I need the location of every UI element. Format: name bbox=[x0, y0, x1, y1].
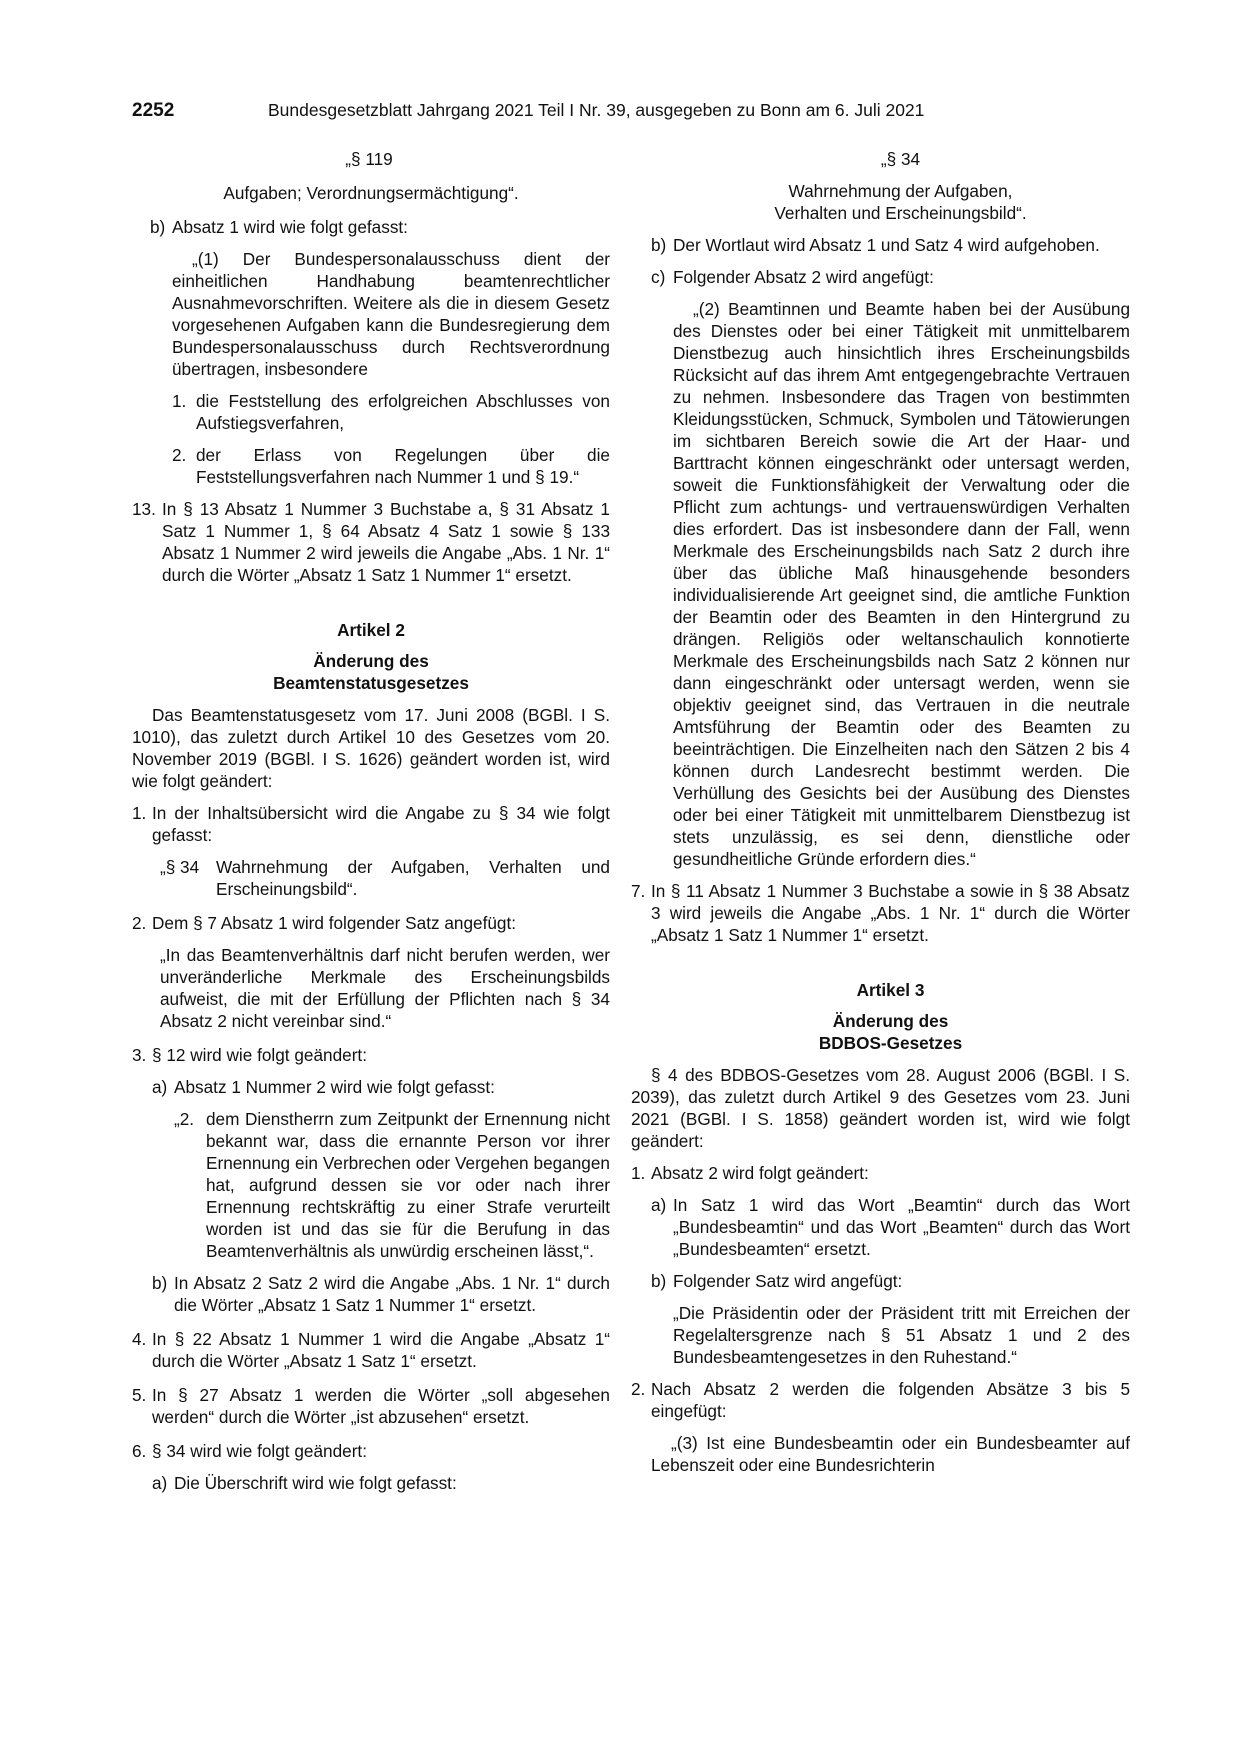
item-label: 1. bbox=[132, 803, 147, 823]
item-text: In § 22 Absatz 1 Nummer 1 wird die Angabe „Absatz 1“ durch die Wörter „Absatz 1 Satz 1“ ersetzt. bbox=[152, 1329, 610, 1371]
article-3-subtitle-line1: Änderung des bbox=[832, 1011, 949, 1031]
article-2-subtitle-line2: Beamtenstatusgesetzes bbox=[273, 673, 469, 693]
article-3-title: Artikel 3 bbox=[856, 980, 925, 1000]
item-label: 1. bbox=[631, 1163, 646, 1183]
item-text: In Satz 1 wird das Wort „Beamtin“ durch das Wort „Bundesbeamtin“ und das Wort „Beamten“ durch das Wort „Bundesbeamten“ ersetzt. bbox=[673, 1195, 1130, 1259]
section-34-number: „§ 34 bbox=[880, 149, 921, 169]
item-label: 5. bbox=[132, 1385, 147, 1405]
quote-absatz-1: „(1) Der Bundespersonalausschuss dient der einheitlichen Handhabung beamtenrechtlicher Ausnahmevorschriften. Weitere als die in diesem Gesetz vorgesehenen Aufgaben kann die Bundesregierung dem Bundespersonalausschuss durch Rechtsverordnung übertragen, insbesondere bbox=[172, 249, 610, 379]
item-text: Folgender Satz wird angefügt: bbox=[673, 1271, 903, 1291]
item-text: In § 27 Absatz 1 werden die Wörter „soll abgesehen werden“ durch die Wörter „ist abzusehen“ ersetzt. bbox=[152, 1385, 610, 1427]
quote-sec-7: „In das Beamtenverhältnis darf nicht berufen werden, wer unveränderliche Merkmale des Erscheinungsbilds aufweist, die mit der Erfüllung der Pflichten nach § 34 Absatz 2 nicht vereinbar sind.“ bbox=[160, 945, 610, 1031]
item-text: In der Inhaltsübersicht wird die Angabe zu § 34 wie folgt gefasst: bbox=[152, 803, 610, 845]
item-text: Absatz 1 wird wie folgt gefasst: bbox=[172, 217, 408, 237]
list-item-13 bbox=[132, 498, 610, 586]
item-label: „§ 34 bbox=[160, 857, 200, 877]
quote-praesident: „Die Präsidentin oder der Präsident tritt mit Erreichen der Regelaltersgrenze nach § 51 Absatz 1 und 2 des Bundesbeamtengesetzes in den Ruhestand.“ bbox=[673, 1303, 1130, 1367]
item-label: 7. bbox=[631, 881, 646, 901]
item-text: § 12 wird wie folgt geändert: bbox=[152, 1045, 367, 1065]
list-item-6a bbox=[152, 1472, 610, 1494]
item-text: In Absatz 2 Satz 2 wird die Angabe „Abs. 1 Nr. 1“ durch die Wörter „Absatz 1 Satz 1 Nummer 1“ ersetzt. bbox=[174, 1273, 610, 1315]
item-label: a) bbox=[152, 1077, 168, 1097]
page-number: 2252 bbox=[132, 100, 175, 121]
item-label: 2. bbox=[172, 445, 187, 465]
list-item-3a bbox=[152, 1076, 610, 1098]
list-item-1 bbox=[631, 1162, 1130, 1184]
item-label: 2. bbox=[631, 1379, 646, 1399]
item-label: a) bbox=[152, 1473, 168, 1493]
page-header bbox=[132, 98, 1032, 122]
section-119-number: „§ 119 bbox=[345, 149, 393, 169]
quote-nr-2 bbox=[174, 1108, 610, 1262]
item-text: § 34 wird wie folgt geändert: bbox=[152, 1441, 367, 1461]
item-label: 1. bbox=[172, 391, 187, 411]
list-item-3b bbox=[152, 1272, 610, 1316]
item-label: a) bbox=[651, 1195, 667, 1215]
item-text: der Erlass von Regelungen über die Feststellungsverfahren nach Nummer 1 und § 19.“ bbox=[196, 445, 610, 487]
article-2-subtitle-line1: Änderung des bbox=[313, 651, 429, 671]
quote-item-1 bbox=[172, 390, 610, 434]
list-item-6 bbox=[132, 1440, 610, 1462]
item-text: Nach Absatz 2 werden die folgenden Absätze 3 bis 5 eingefügt: bbox=[651, 1379, 1130, 1421]
item-label: „2. bbox=[174, 1109, 195, 1129]
item-label: 4. bbox=[132, 1329, 147, 1349]
section-119-title: Aufgaben; Verordnungsermächtigung“. bbox=[223, 183, 519, 203]
list-item-b bbox=[150, 216, 610, 238]
item-text: Der Wortlaut wird Absatz 1 und Satz 4 wird aufgehoben. bbox=[673, 235, 1100, 255]
list-item-4 bbox=[132, 1328, 610, 1372]
item-text: Wahrnehmung der Aufgaben, Verhalten und Erscheinungsbild“. bbox=[216, 857, 610, 899]
item-label: b) bbox=[651, 235, 667, 255]
quote-absatz-2: „(2) Beamtinnen und Beamte haben bei der Ausübung des Dienstes oder bei einer Tätigkeit mit unmittelbarem Dienstbezug auch hinsichtlich ihres Erscheinungsbilds Rücksicht auf das ihrem Amt entgegengebrachte Vertrauen zu nehmen. Insbesondere das Tragen von bestimmten Kleidungsstücken, Schmuck, Symbolen und Tätowierungen im sichtbaren Bereich sowie die Art der Haar- und Barttracht können eingeschränkt oder untersagt werden, soweit die Funktionsfähigkeit der Verwaltung oder die Pflicht zum achtungs- und vertrauenswürdigen Verhalten dies erfordert. Das ist insbesondere dann der Fall, wenn Merkmale des Erscheinungsbilds nach Satz 2 durch ihre über das übliche Maß hinausgehende besonders individualisierende Art geeignet sind, die amtliche Funktion der Beamtin oder des Beamten in den Hintergrund zu drängen. Religiös oder weltanschaulich konnotierte Merkmale des Erscheinungsbilds nach Satz 2 können nur dann eingeschränkt oder untersagt werden, wenn sie objektiv geeignet sind, das Vertrauen in die neutrale Amtsführung der Beamtin oder des Beamten zu beeinträchtigen. Die Einzelheiten nach den Sätzen 2 bis 4 können durch Landesrecht bestimmt werden. Die Verhüllung des Gesichts bei der Ausübung des Dienstes oder bei einer Tätigkeit mit unmittelbarem Dienstbezug ist stets unzulässig, es sei denn, dienstliche oder gesundheitliche Gründe erfordern dies.“ bbox=[673, 299, 1130, 869]
item-label: 3. bbox=[132, 1045, 147, 1065]
list-item-3 bbox=[132, 1044, 610, 1066]
item-text: die Feststellung des erfolgreichen Abschlusses von Aufstiegsverfahren, bbox=[196, 391, 610, 433]
article-2-intro: Das Beamtenstatusgesetz vom 17. Juni 2008 (BGBl. I S. 1010), das zuletzt durch Artikel 10 des Gesetzes vom 20. November 2019 (BGBl. I S. 1626) geändert worden ist, wird wie folgt geändert: bbox=[132, 705, 610, 791]
section-34-title-line2: Verhalten und Erscheinungsbild“. bbox=[774, 203, 1027, 223]
article-2-title: Artikel 2 bbox=[337, 620, 405, 640]
list-item-1b bbox=[651, 1270, 1130, 1292]
list-item-7 bbox=[631, 880, 1130, 946]
list-item-1a bbox=[651, 1194, 1130, 1260]
list-item-c bbox=[651, 266, 1130, 288]
item-text: Folgender Absatz 2 wird angefügt: bbox=[673, 267, 934, 287]
quote-item-2 bbox=[172, 444, 610, 488]
item-label: 6. bbox=[132, 1441, 147, 1461]
item-text: dem Dienstherrn zum Zeitpunkt der Ernennung nicht bekannt war, dass die ernannte Person vor ihrer Ernennung ein Verbrechen oder Vergehen begangen hat, aufgrund dessen sie vor oder nach ihrer Ernennung rechtskräftig zu einer Strafe verurteilt worden ist und das sie für die Berufung in das Beamtenverhältnis als unwürdig erscheinen lässt,“. bbox=[206, 1109, 610, 1261]
running-title: Bundesgesetzblatt Jahrgang 2021 Teil I Nr. 39, ausgegeben zu Bonn am 6. Juli 2021 bbox=[268, 100, 925, 120]
quote-absatz-3: „(3) Ist eine Bundesbeamtin oder ein Bundesbeamter auf Lebenszeit oder eine Bundesrichterin bbox=[651, 1433, 1130, 1475]
item-text: Absatz 2 wird folgt geändert: bbox=[651, 1163, 869, 1183]
item-label: 13. bbox=[132, 499, 156, 519]
list-item-b bbox=[651, 234, 1130, 256]
left-column bbox=[132, 148, 610, 1494]
quote-toc-34 bbox=[160, 856, 610, 900]
article-3-intro: § 4 des BDBOS-Gesetzes vom 28. August 2006 (BGBl. I S. 2039), das zuletzt durch Artikel 9 des Gesetzes vom 23. Juni 2021 (BGBl. I S. 1858) geändert worden ist, wird wie folgt geändert: bbox=[631, 1065, 1130, 1151]
list-item-2 bbox=[132, 912, 610, 934]
item-text: In § 11 Absatz 1 Nummer 3 Buchstabe a sowie in § 38 Absatz 3 wird jeweils die Angabe „Abs. 1 Nr. 1“ durch die Wörter „Absatz 1 Satz 1 Nummer 1“ ersetzt. bbox=[651, 881, 1130, 945]
item-text: In § 13 Absatz 1 Nummer 3 Buchstabe a, § 31 Absatz 1 Satz 1 Nummer 1, § 64 Absatz 4 Satz 1 sowie § 133 Absatz 1 Nummer 2 wird jeweils die Angabe „Abs. 1 Nr. 1“ durch die Wörter „Absatz 1 Satz 1 Nummer 1“ ersetzt. bbox=[162, 499, 610, 585]
section-34-title-line1: Wahrnehmung der Aufgaben, bbox=[788, 181, 1013, 201]
item-text: Dem § 7 Absatz 1 wird folgender Satz angefügt: bbox=[152, 913, 517, 933]
list-item-5 bbox=[132, 1384, 610, 1428]
item-label: c) bbox=[651, 267, 666, 287]
item-label: b) bbox=[152, 1273, 168, 1293]
item-label: b) bbox=[150, 217, 166, 237]
list-item-1 bbox=[132, 802, 610, 846]
item-label: 2. bbox=[132, 913, 147, 933]
item-text: Absatz 1 Nummer 2 wird wie folgt gefasst: bbox=[174, 1077, 495, 1097]
right-column bbox=[631, 148, 1130, 1476]
item-text: Die Überschrift wird wie folgt gefasst: bbox=[174, 1473, 457, 1493]
item-label: b) bbox=[651, 1271, 667, 1291]
article-3-subtitle-line2: BDBOS-Gesetzes bbox=[818, 1033, 963, 1053]
list-item-2 bbox=[631, 1378, 1130, 1422]
